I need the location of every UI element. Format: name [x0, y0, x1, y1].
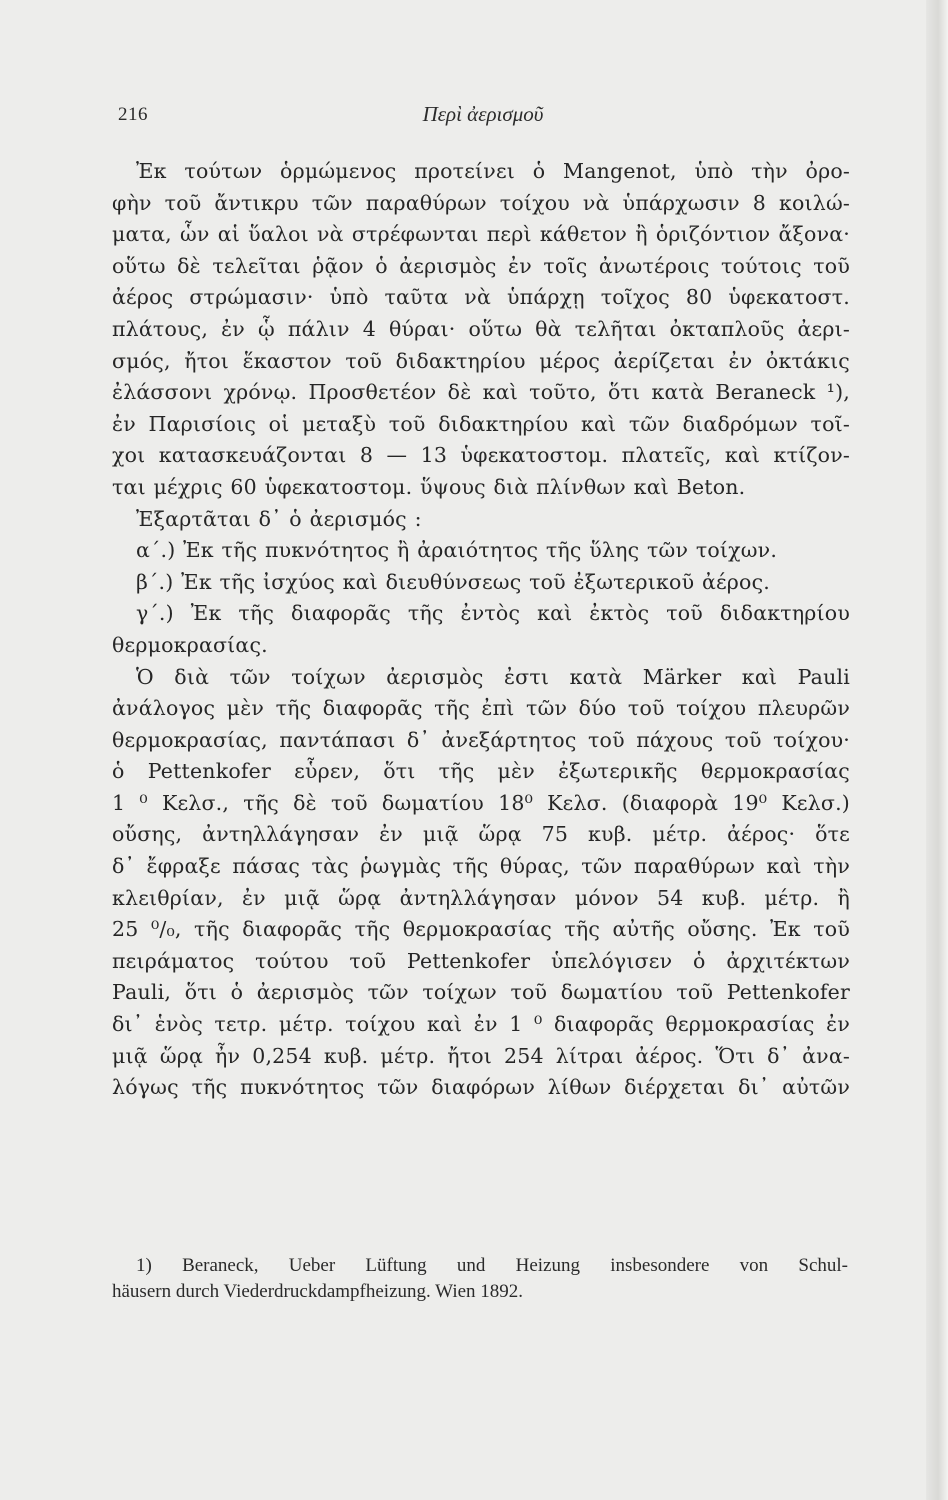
list-item: γ΄.) Ἐκ τῆς διαφορᾶς τῆς ἐντὸς καὶ ἐκτὸς τοῦ διδακτηρίου [136, 601, 850, 626]
text-line: φὴν τοῦ ἄντικρυ τῶν παραθύρων τοίχου νὰ ὑπάρχωσιν 8 κοιλώ- [112, 190, 850, 215]
text-line: σμός, ἤτοι ἕκαστον τοῦ διδακτηρίου μέρος ἀερίζεται ἐν ὀκτάκις [112, 348, 850, 373]
text-line: θερμοκρασίας. [112, 632, 268, 657]
text-line: χοι κατασκευάζονται 8 — 13 ὑφεκατοστομ. πλατεῖς, καὶ κτίζον- [112, 443, 850, 468]
text-line: Ἐξαρτᾶται δ᾽ ὁ ἀερισμός : [136, 506, 422, 531]
text-line: οὕτω δὲ τελεῖται ῥᾷον ὁ ἀερισμὸς ἐν τοῖς ἀνωτέροις τούτοις τοῦ [112, 253, 850, 278]
text-line: δ᾽ ἔφραξε πάσας τὰς ῥωγμὰς τῆς θύρας, τῶν παραθύρων καὶ τὴν [112, 854, 850, 879]
text-line: ὁ Pettenkofer εὗρεν, ὅτι τῆς μὲν ἐξωτερικῆς θερμοκρασίας [112, 759, 850, 784]
text-line: δι᾽ ἑνὸς τετρ. μέτρ. τοίχου καὶ ἐν 1 ⁰ διαφορᾶς θερμοκρασίας ἐν [112, 1012, 850, 1037]
text-line: πλάτους, ἐν ᾧ πάλιν 4 θύραι· οὕτω θὰ τελῆται ὀκταπλοῦς ἀερι- [112, 316, 850, 341]
text-line: 25 ⁰/₀, τῆς διαφορᾶς τῆς θερμοκρασίας τῆς αὐτῆς οὔσης. Ἐκ τοῦ [112, 917, 850, 942]
text-line: λόγως τῆς πυκνότητος τῶν διαφόρων λίθων διέρχεται δι᾽ αὐτῶν [112, 1075, 850, 1100]
text-line: κλειθρίαν, ἐν μιᾷ ὥρᾳ ἀντηλλάγησαν μόνον 54 κυβ. μέτρ. ἢ [112, 885, 850, 910]
footnote-line: häusern durch Viederdruckdampfheizung. Wien 1892. [112, 1281, 524, 1302]
footnote-line: 1) Beraneck, Ueber Lüftung und Heizung insbesondere von Schul- [136, 1255, 848, 1276]
text-line: ματα, ὧν αἱ ὕαλοι νὰ στρέφωνται περὶ κάθετον ἢ ὁριζόντιον ἄξονα· [112, 222, 850, 247]
text-line: 1 ⁰ Κελσ., τῆς δὲ τοῦ δωματίου 18⁰ Κελσ. (διαφορὰ 19⁰ Κελσ.) [112, 790, 850, 815]
text-line: πειράματος τούτου τοῦ Pettenkofer ὑπελόγισεν ὁ ἀρχιτέκτων [112, 948, 850, 973]
page-number: 216 [118, 104, 148, 125]
text-line: ἀέρος στρώμασιν· ὑπὸ ταῦτα νὰ ὑπάρχῃ τοῖχος 80 ὑφεκατοστ. [112, 285, 850, 310]
page-header [118, 102, 848, 132]
body-text [112, 156, 850, 1104]
list-item: α΄.) Ἐκ τῆς πυκνότητος ἢ ἀραιότητος τῆς ὕλης τῶν τοίχων. [136, 538, 778, 563]
text-line: οὔσης, ἀντηλλάγησαν ἐν μιᾷ ὥρᾳ 75 κυβ. μέτρ. ἀέρος· ὅτε [112, 822, 850, 847]
running-title: Περὶ ἀερισμοῦ [422, 102, 544, 126]
text-line: ἀνάλογος μὲν τῆς διαφορᾶς τῆς ἐπὶ τῶν δύο τοῦ τοίχου πλευρῶν [112, 696, 850, 721]
page-gutter-shadow [926, 0, 948, 1500]
text-line: Ἐκ τούτων ὁρμώμενος προτείνει ὁ Mangenot, ὑπὸ τὴν ὀρο- [136, 159, 850, 183]
text-line: ἐν Παρισίοις οἱ μεταξὺ τοῦ διδακτηρίου καὶ τῶν διαδρόμων τοῖ- [112, 411, 850, 436]
list-item: β΄.) Ἐκ τῆς ἰσχύος καὶ διευθύνσεως τοῦ ἐξωτερικοῦ ἀέρος. [136, 569, 770, 594]
text-line: ται μέχρις 60 ὑφεκατοστομ. ὕψους διὰ πλίνθων καὶ Beton. [112, 474, 746, 499]
text-line: μιᾷ ὥρᾳ ἦν 0,254 κυβ. μέτρ. ἤτοι 254 λίτραι ἀέρος. Ὅτι δ᾽ ἀνα- [112, 1043, 850, 1068]
text-line: θερμοκρασίας, παντάπασι δ᾽ ἀνεξάρτητος τοῦ πάχους τοῦ τοίχου· [112, 727, 850, 752]
text-line: ἐλάσσονι χρόνῳ. Προσθετέον δὲ καὶ τοῦτο, ὅτι κατὰ Beraneck ¹), [112, 380, 850, 405]
text-line: Pauli, ὅτι ὁ ἀερισμὸς τῶν τοίχων τοῦ δωματίου τοῦ Pettenkofer [112, 980, 850, 1005]
text-line: Ὁ διὰ τῶν τοίχων ἀερισμὸς ἐστι κατὰ Märker καὶ Pauli [136, 664, 850, 689]
footnote [112, 1253, 848, 1305]
